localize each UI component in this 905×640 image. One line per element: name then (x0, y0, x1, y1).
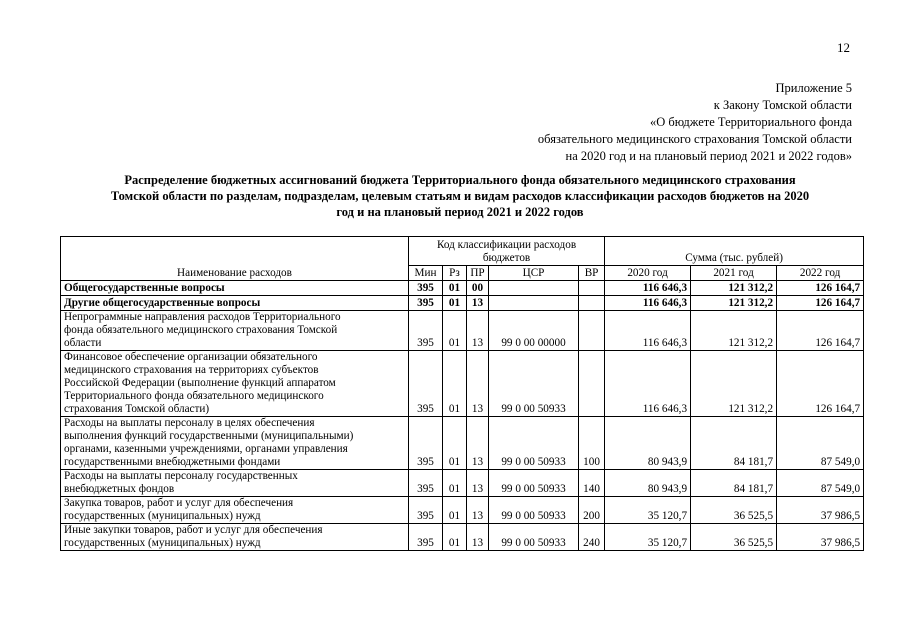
table-row (61, 296, 864, 311)
cell-vr: 200 (579, 497, 605, 524)
row-name-line: органами, казенными учреждениями, органами управления (64, 443, 348, 455)
row-name-line: медицинского страхования на территориях субъектов (64, 364, 319, 376)
page-number: 12 (837, 40, 850, 55)
cell-csr: 99 0 00 50933 (489, 351, 579, 417)
row-name (61, 311, 409, 351)
table-row (61, 351, 864, 417)
header-csr: ЦСР (489, 266, 579, 281)
cell-pr: 13 (467, 351, 489, 417)
row-name-line: Финансовое обеспечение организации обязательного (64, 351, 318, 363)
cell-2021: 121 312,2 (691, 296, 777, 311)
row-name (61, 497, 409, 524)
title-line: Томской области по разделам, подразделам, целевым статьям и видам расходов классификации расходов бюджетов на 2020 (110, 189, 810, 203)
row-name-line: государственных (муниципальных) нужд (64, 537, 261, 549)
cell-2020: 116 646,3 (605, 281, 691, 296)
row-name-line: Расходы на выплаты персоналу в целях обеспечения (64, 417, 315, 429)
cell-csr (489, 281, 579, 296)
cell-vr: 240 (579, 524, 605, 551)
row-name-line: государственных (муниципальных) нужд (64, 510, 261, 522)
cell-rz: 01 (443, 417, 467, 470)
row-name-line: Российской Федерации (выполнение функций аппаратом (64, 377, 336, 389)
row-name-line: внебюджетных фондов (64, 483, 175, 495)
cell-2022: 126 164,7 (777, 296, 864, 311)
cell-2021: 84 181,7 (691, 470, 777, 497)
cell-2022: 126 164,7 (777, 281, 864, 296)
cell-vr (579, 351, 605, 417)
cell-rz: 01 (443, 470, 467, 497)
cell-min: 395 (409, 417, 443, 470)
cell-2020: 35 120,7 (605, 497, 691, 524)
cell-rz: 01 (443, 311, 467, 351)
cell-csr: 99 0 00 50933 (489, 417, 579, 470)
cell-2022: 126 164,7 (777, 351, 864, 417)
row-name-line: области (64, 337, 102, 349)
annex-line: на 2020 год и на плановый период 2021 и 2022 годов» (565, 149, 852, 163)
cell-pr: 13 (467, 470, 489, 497)
cell-min: 395 (409, 497, 443, 524)
header-min: Мин (409, 266, 443, 281)
cell-pr: 13 (467, 311, 489, 351)
cell-rz: 01 (443, 497, 467, 524)
cell-vr (579, 311, 605, 351)
row-name-line: государственными внебюджетными фондами (64, 456, 281, 468)
annex-line: «О бюджете Территориального фонда (649, 115, 852, 129)
row-name-line: Расходы на выплаты персоналу государственных (64, 470, 298, 482)
cell-csr: 99 0 00 50933 (489, 524, 579, 551)
document-title (60, 172, 860, 220)
cell-vr (579, 281, 605, 296)
row-name (61, 470, 409, 497)
cell-rz: 01 (443, 524, 467, 551)
cell-2022: 87 549,0 (777, 417, 864, 470)
cell-2021: 84 181,7 (691, 417, 777, 470)
cell-2021: 36 525,5 (691, 524, 777, 551)
annex-line: Приложение 5 (775, 81, 852, 95)
cell-min: 395 (409, 296, 443, 311)
cell-rz: 01 (443, 281, 467, 296)
cell-csr: 99 0 00 50933 (489, 497, 579, 524)
cell-pr: 00 (467, 281, 489, 296)
cell-min: 395 (409, 524, 443, 551)
cell-2020: 35 120,7 (605, 524, 691, 551)
annex-line: к Закону Томской области (713, 98, 852, 112)
cell-2022: 37 986,5 (777, 497, 864, 524)
row-name (61, 351, 409, 417)
row-name: Другие общегосударственные вопросы (61, 296, 409, 311)
header-2021: 2021 год (691, 266, 777, 281)
cell-2020: 116 646,3 (605, 311, 691, 351)
table-row (61, 470, 864, 497)
header-2022: 2022 год (777, 266, 864, 281)
cell-pr: 13 (467, 497, 489, 524)
row-name (61, 417, 409, 470)
cell-csr (489, 296, 579, 311)
cell-2020: 116 646,3 (605, 296, 691, 311)
cell-2022: 37 986,5 (777, 524, 864, 551)
cell-2021: 121 312,2 (691, 281, 777, 296)
cell-2022: 87 549,0 (777, 470, 864, 497)
title-line: год и на плановый период 2021 и 2022 годов (336, 205, 584, 219)
cell-csr: 99 0 00 00000 (489, 311, 579, 351)
cell-rz: 01 (443, 296, 467, 311)
cell-min: 395 (409, 470, 443, 497)
header-name: Наименование расходов (61, 237, 409, 281)
table-row (61, 281, 864, 296)
row-name-line: страхования Томской области) (64, 403, 210, 415)
header-sum: Сумма (тыс. рублей) (605, 237, 864, 266)
cell-vr: 100 (579, 417, 605, 470)
annex-block (538, 80, 852, 165)
table-row (61, 311, 864, 351)
header-code: Код классификации расходов бюджетов (409, 237, 605, 266)
row-name-line: Непрограммные направления расходов Территориального (64, 311, 341, 323)
cell-min: 395 (409, 311, 443, 351)
cell-vr: 140 (579, 470, 605, 497)
cell-pr: 13 (467, 417, 489, 470)
cell-vr (579, 296, 605, 311)
row-name-line: фонда обязательного медицинского страхования Томской (64, 324, 338, 336)
cell-rz: 01 (443, 351, 467, 417)
cell-min: 395 (409, 281, 443, 296)
cell-pr: 13 (467, 296, 489, 311)
cell-2022: 126 164,7 (777, 311, 864, 351)
cell-2020: 80 943,9 (605, 417, 691, 470)
cell-2020: 80 943,9 (605, 470, 691, 497)
table-row (61, 497, 864, 524)
cell-min: 395 (409, 351, 443, 417)
header-rz: Рз (443, 266, 467, 281)
cell-pr: 13 (467, 524, 489, 551)
cell-csr: 99 0 00 50933 (489, 470, 579, 497)
title-line: Распределение бюджетных ассигнований бюджета Территориального фонда обязательного медицинского страхования (124, 173, 796, 187)
header-2020: 2020 год (605, 266, 691, 281)
table-row (61, 524, 864, 551)
header-vr: ВР (579, 266, 605, 281)
budget-table (60, 236, 864, 551)
row-name-line: Закупка товаров, работ и услуг для обеспечения (64, 497, 294, 509)
cell-2021: 121 312,2 (691, 351, 777, 417)
cell-2020: 116 646,3 (605, 351, 691, 417)
row-name-line: Территориального фонда обязательного медицинского (64, 390, 324, 402)
table-row (61, 417, 864, 470)
cell-2021: 121 312,2 (691, 311, 777, 351)
row-name-line: Иные закупки товаров, работ и услуг для обеспечения (64, 524, 323, 536)
row-name-line: выполнения функций государственными (муниципальными) (64, 430, 354, 442)
annex-line: обязательного медицинского страхования Томской области (537, 132, 852, 146)
cell-2021: 36 525,5 (691, 497, 777, 524)
row-name (61, 524, 409, 551)
row-name: Общегосударственные вопросы (61, 281, 409, 296)
header-pr: ПР (467, 266, 489, 281)
